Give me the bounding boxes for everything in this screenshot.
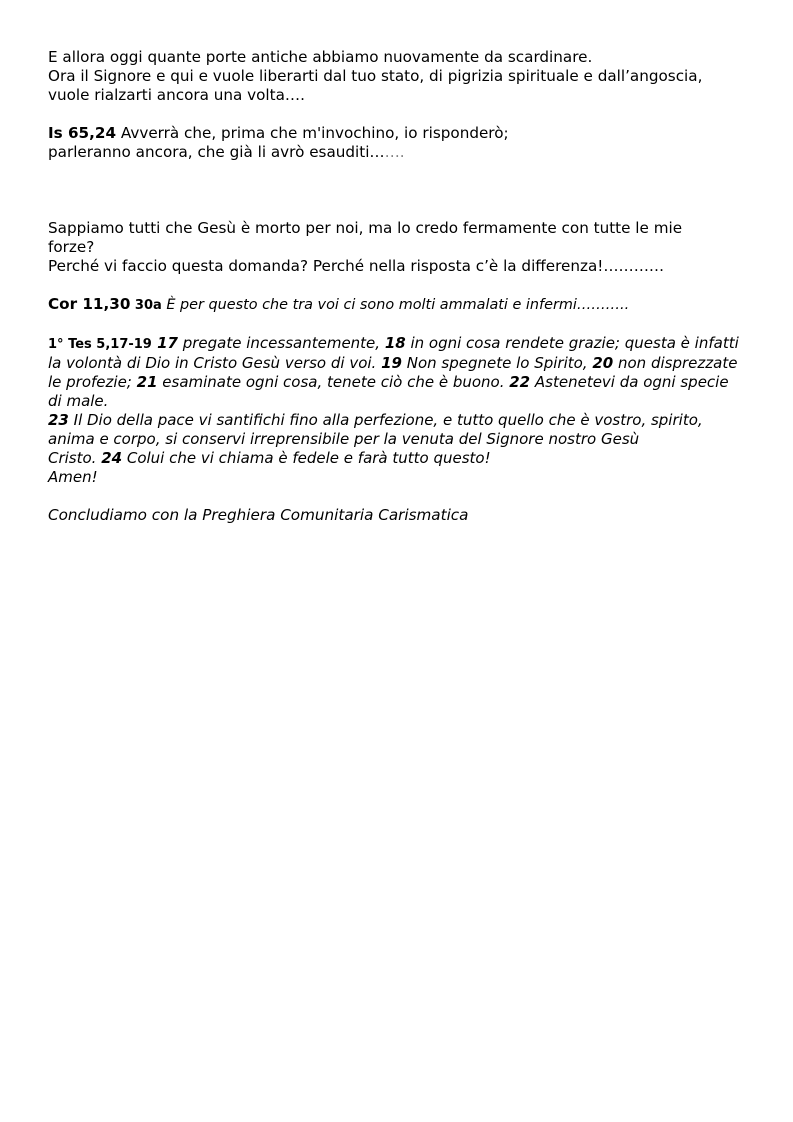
verse-number: 30a <box>130 298 162 313</box>
document-page <box>48 48 758 525</box>
quote-text: le profezie; <box>48 373 137 391</box>
text-line: forze? <box>48 238 95 256</box>
text-line: vuole rialzarti ancora una volta…. <box>48 86 305 104</box>
text-line <box>48 143 758 162</box>
quote-text: parleranno ancora, che già li avrò esauditi… <box>48 143 385 161</box>
corinthians-quote <box>48 295 758 315</box>
quote-text: pregate incessantemente, <box>177 334 385 352</box>
text-line <box>48 411 758 430</box>
text-line <box>48 295 758 315</box>
text-line <box>48 354 758 373</box>
quote-text: esaminate ogni cosa, tenete ciò che è buono. <box>157 373 510 391</box>
trailing-dots: …. <box>384 143 405 161</box>
verse-number: 17 <box>151 334 178 352</box>
bible-reference: Is 65,24 <box>48 124 117 142</box>
text-line: E allora oggi quante porte antiche abbiamo nuovamente da scardinare. <box>48 48 593 66</box>
text-line <box>48 449 758 468</box>
quote-text: Colui che vi chiama è fedele e farà tutto questo! <box>122 449 491 467</box>
quote-text: Avverrà che, prima che m'invochino, io risponderò; <box>116 124 509 142</box>
thessalonians-quote <box>48 334 758 487</box>
text-line <box>48 373 758 392</box>
question-paragraph <box>48 219 758 276</box>
intro-paragraph <box>48 48 758 105</box>
quote-text: Astenetevi da ogni specie <box>530 373 729 391</box>
quote-text: non disprezzate <box>613 354 738 372</box>
quote-text: in ogni cosa rendete grazie; questa è infatti <box>405 334 739 352</box>
text-line <box>48 334 758 354</box>
quote-text: Non spegnete lo Spirito, <box>401 354 593 372</box>
verse-number: 24 <box>101 449 123 467</box>
bible-reference: Cor 11,30 <box>48 295 131 313</box>
text-line: Perché vi faccio questa domanda? Perché nella risposta c’è la differenza!………… <box>48 257 665 275</box>
quote-text: Il Dio della pace vi santifichi fino alla perfezione, e tutto quello che è vostro, spirito, <box>68 411 703 429</box>
text-line: Ora il Signore e qui e vuole liberarti dal tuo stato, di pigrizia spirituale e dall’angoscia, <box>48 67 703 85</box>
closing-paragraph <box>48 506 758 525</box>
text-line: Sappiamo tutti che Gesù è morto per noi, ma lo credo fermamente con tutte le mie <box>48 219 683 237</box>
verse-number: 20 <box>592 354 614 372</box>
verse-number: 19 <box>381 354 402 372</box>
quote-text: Cristo. <box>48 449 102 467</box>
verse-number: 23 <box>48 411 69 429</box>
text-line: di male. <box>48 392 109 410</box>
closing-line: Concludiamo con la Preghiera Comunitaria Carismatica <box>48 506 469 524</box>
isaiah-quote <box>48 124 758 162</box>
amen-line: Amen! <box>48 468 98 486</box>
verse-number: 22 <box>509 373 531 391</box>
quote-text: È per questo che tra voi ci sono molti ammalati e infermi……….. <box>161 297 630 313</box>
verse-number: 18 <box>384 334 406 352</box>
quote-text: la volontà di Dio in Cristo Gesù verso di voi. <box>48 354 382 372</box>
bible-reference: 1° Tes 5,17-19 <box>48 337 152 352</box>
verse-number: 21 <box>136 373 158 391</box>
text-line: anima e corpo, si conservi irreprensibile per la venuta del Signore nostro Gesù <box>48 430 640 448</box>
text-line <box>48 124 758 143</box>
